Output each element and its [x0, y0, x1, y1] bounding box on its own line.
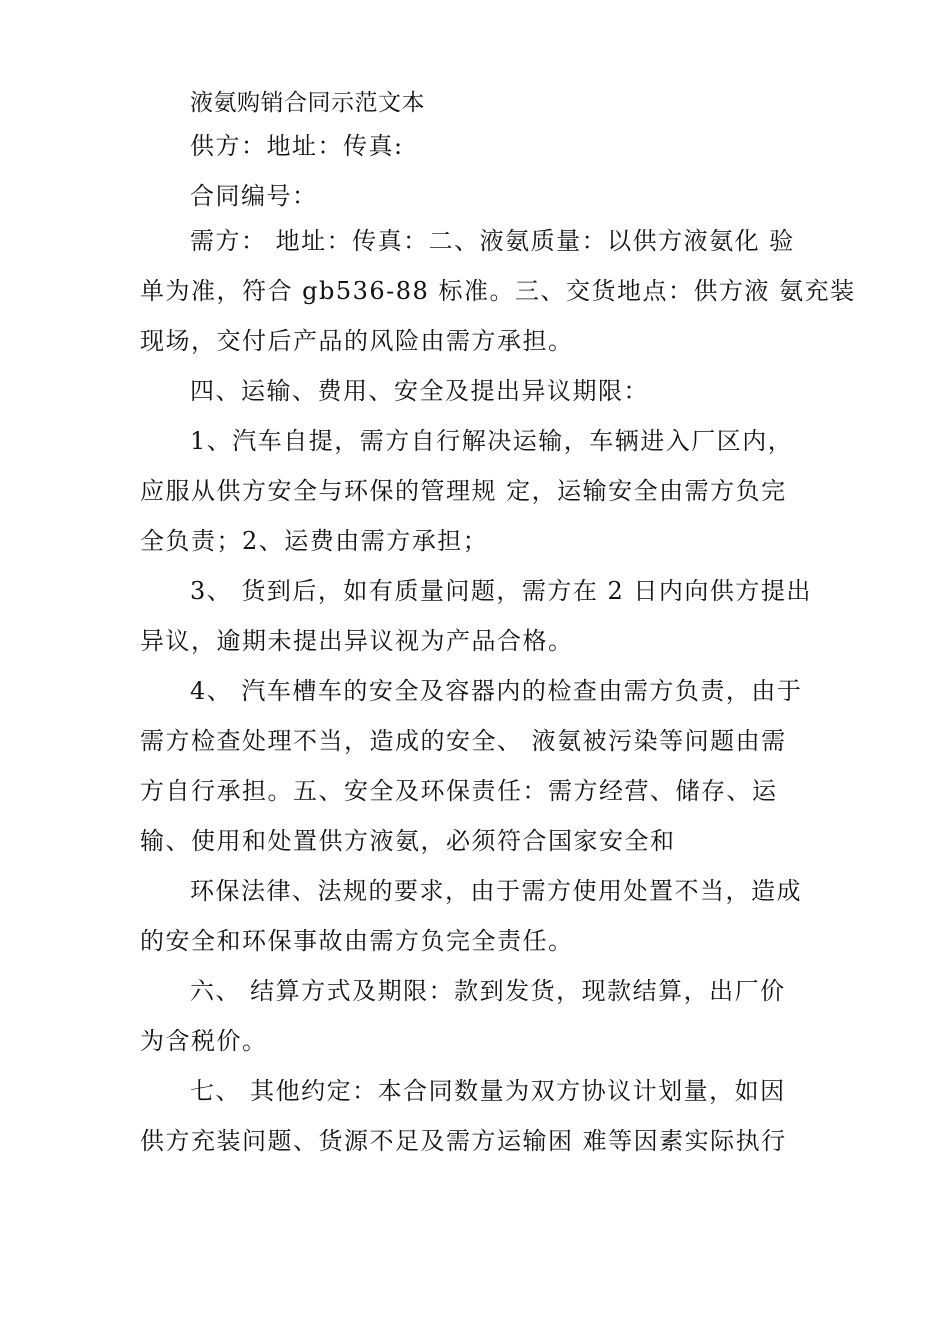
paragraph-line: 的安全和环保事故由需方负完全责任。 [140, 927, 574, 955]
paragraph-line: 环保法律、法规的要求，由于需方使用处置不当，造成 [190, 877, 802, 905]
paragraph-line: 六、 结算方式及期限：款到发货，现款结算，出厂价 [190, 977, 786, 1005]
paragraph-line: 现场，交付后产品的风险由需方承担。 [140, 327, 574, 355]
paragraph-line: 为含税价。 [140, 1027, 268, 1055]
paragraph-line: 七、 其他约定：本合同数量为双方协议计划量，如因 [190, 1077, 786, 1105]
paragraph-line: 合同编号： [190, 182, 318, 210]
paragraph-line: 输、使用和处置供方液氨，必须符合国家安全和 [140, 827, 676, 855]
paragraph-line: 4、 汽车槽车的安全及容器内的检查由需方负责，由于 [190, 677, 803, 705]
paragraph-line: 四、运输、费用、安全及提出异议期限： [190, 377, 649, 405]
paragraph-line: 需方： 地址：传真：二、液氨质量：以供方液氨化 验 [190, 227, 795, 255]
paragraph-line: 方自行承担。五、安全及环保责任：需方经营、储存、运 [140, 777, 778, 805]
paragraph-line: 供方：地址：传真: [190, 132, 404, 160]
paragraph-line: 1、汽车自提，需方自行解决运输，车辆进入厂区内， [190, 427, 794, 455]
paragraph-line: 异议，逾期未提出异议视为产品合格。 [140, 627, 574, 655]
document-title: 液氨购销合同示范文本 [190, 90, 425, 116]
paragraph-line: 全负责；2、运费由需方承担； [140, 527, 489, 555]
paragraph-line: 需方检查处理不当，造成的安全、 液氨被污染等问题由需 [140, 727, 787, 755]
paragraph-line: 供方充装问题、货源不足及需方运输困 难等因素实际执行 [140, 1127, 787, 1155]
paragraph-line: 单为准，符合 gb536-88 标准。三、交货地点：供方液 氨充装 [140, 277, 856, 305]
paragraph-line: 应服从供方安全与环保的管理规 定，运输安全由需方负完 [140, 477, 787, 505]
paragraph-line: 3、 货到后，如有质量问题，需方在 2 日内向供方提出 [190, 577, 812, 605]
